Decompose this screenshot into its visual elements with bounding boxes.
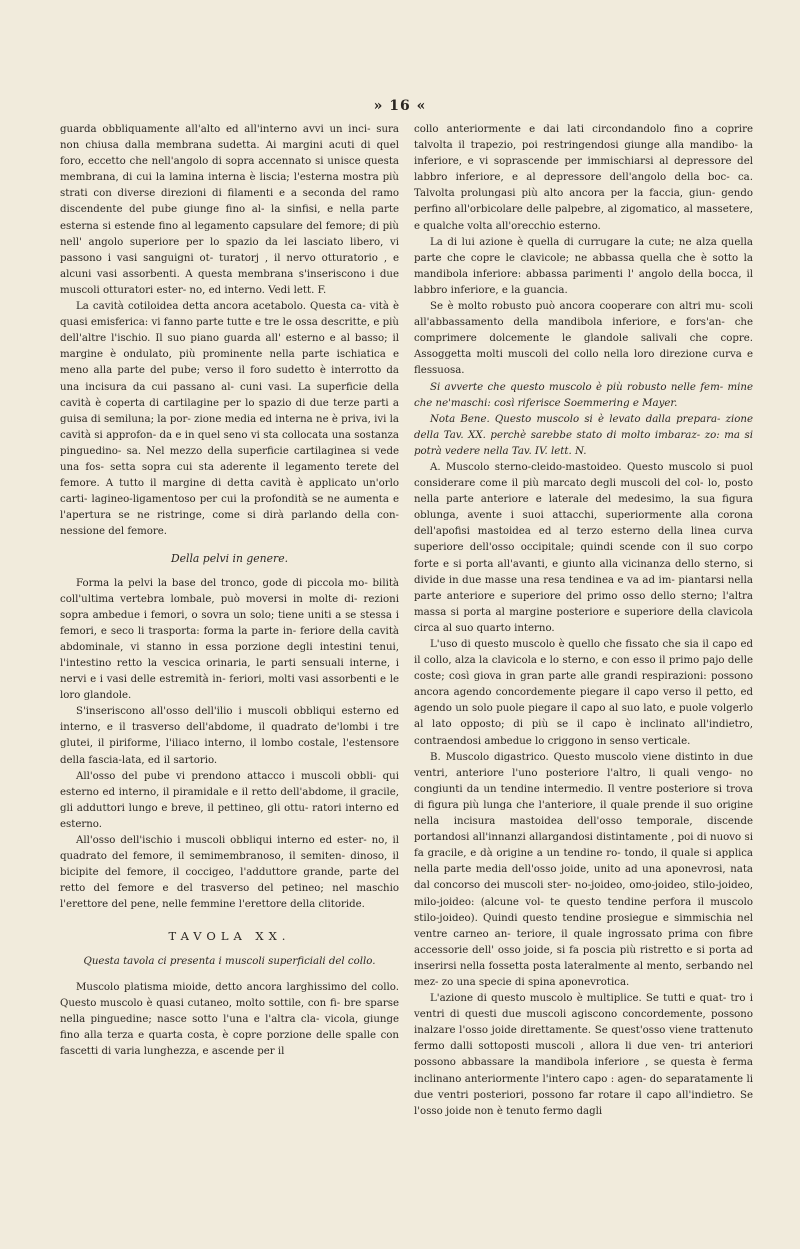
right-column bbox=[414, 122, 753, 1120]
paragraph: B. Muscolo digastrico. Questo muscolo viene distinto in due ventri, anteriore l'uno posteriore l'altro, li quali vengo- no congiunti da un tendine intermedio. Il ventre posteriore si trova di figura più lunga che l'anteriore, il quale prende il suo origine nella incisura mastoidea dell'osso temporale, discende portandosi all'innanzi allargandosi distintamente , poi di nuovo si fa gracile, e dà origine a un tendine ro- tondo, il quale si applica nella parte media dell'osso joide, unito ad una aponevrosi, nata dal concorso dei muscoli ster- no-joideo, omo-joideo, stilo-joideo, milo-joideo: (alcune vol- te questo tendine perfora il muscolo stilo-joideo). Quindi questo tendine prosiegue e simmischia nel ventre carneo an- teriore, il quale ingrossato prima con fibre accessorie dell' osso joide, si fa poscia più ristretto e si porta ad inserirsi nella fossetta posta lateralmente al mento, serbando nel mez- zo una specie di spina aponevrotica. bbox=[414, 751, 753, 988]
paragraph: L'uso di questo muscolo è quello che fissato che sia il capo ed il collo, alza la clavicola e lo sterno, e con esso il primo pajo delle coste; così giova in gran parte alle grandi respirazioni: possono ancora agendo concordemente piegare il capo verso il petto, ed agendo un solo puole piegare il capo al suo lato, e puole volgerlo al lato opposto; di più se il capo è inclinato all'indietro, contraendosi ambedue lo criggono in senso verticale. bbox=[414, 639, 753, 747]
plate-subtitle: Questa tavola ci presenta i muscoli superficiali del collo. bbox=[83, 955, 376, 967]
paragraph: Nota Bene. Questo muscolo si è levato dalla prepara- zione della Tav. XX. perchè sarebbe stato di molto imbaraz- zo: ma si potrà vedere nella Tav. IV. lett. N. bbox=[414, 413, 753, 457]
paragraph: guarda obbliquamente all'alto ed all'interno avvi un inci- sura non chiusa dalla membrana sudetta. Ai margini acuti di quel foro, eccetto che nell'angolo di sopra accennato si unisce questa membrana, di cui la lamina interna è liscia; l'esterna mostra più strati con diverse direzioni di filamenti e a seconda del ramo discendente del pube giunge fino al- la sinfisi, e nella parte esterna si estende fino al legamento capsulare del femore; di più nell' angolo superiore per lo spazio da lei lasciato libero, vi passono i vasi sanguigni ot- turatorj , il nervo otturatorio , e alcuni vasi assorbenti. A questa membrana s'inseriscono i due muscoli otturatori ester- no, ed interno. Vedi lett. F. bbox=[60, 124, 399, 296]
paragraph: All'osso del pube vi prendono attacco i muscoli obbli- qui esterno ed interno, il piramidale e il retto dell'abdome, il gracile, gli adduttori lungo e breve, il pettineo, gli ottu- ratori interno ed esterno. bbox=[60, 770, 399, 830]
paragraph: All'osso dell'ischio i muscoli obbliqui interno ed ester- no, il quadrato del femore, il semimembranoso, il semiten- dinoso, il bicipite del femore, il coccigeo, l'adduttore grande, parte del retto del femore e del trasverso del petineo; nel maschio l'erettore del pene, nelle femmine l'erettore della clitoride. bbox=[60, 835, 399, 911]
paragraph: Se è molto robusto può ancora cooperare con altri mu- scoli all'abbassamento della mandibola inferiore, e fors'an- che comprimere dolcemente le glandole salivali che copre. Assoggetta molti muscoli del collo nella loro direzione curva e flessuosa. bbox=[414, 301, 753, 377]
paragraph: Muscolo platisma mioide, detto ancora larghissimo del collo. Questo muscolo è quasi cutaneo, molto sottile, con fi- bre sparse nella pinguedine; nasce sotto l'una e l'altra cla- vicola, giunge fino alla terza e quarta costa, è copre porzione delle spalle con fascetti di varia lunghezza, e ascende per il bbox=[60, 981, 399, 1058]
paragraph: A. Muscolo sterno-cleido-mastoideo. Questo muscolo si puol considerare come il più marcato degli muscoli del col- lo, posto nella parte anteriore e laterale del medesimo, la sua figura oblunga, avente i suoi attacchi, superiormente alla corona dell'apofisi mastoidea ed al terzo esterno della linea curva superiore dell'osso occipitale; quindi scende con il suo corpo forte e si porta all'avanti, e giunto alla vicinanza dello sterno, si divide in due masse una resa tendinea e va ad im- piantarsi nella parte anteriore e superiore del primo osso dello sterno; l'altra massa si porta al margine posteriore e superiore della clavicola circa al suo quarto interno. bbox=[414, 461, 753, 634]
paragraph: collo anteriormente e dai lati circondandolo fino a coprire talvolta il trapezio, poi restringendosi giunge alla mandibo- la inferiore, e vi soprascende per immischiarsi al depressore del labbro inferiore, e al depressore dell'angolo della boc- ca. Talvolta prolungasi più alto ancora per la faccia, giun- gendo perfino all'orbicolare delle palpebre, al zigomatico, al massetere, e qualche volta all'orecchio esterno. bbox=[414, 124, 753, 232]
paragraph: L'azione di questo muscolo è multiplice. Se tutti e quat- tro i ventri di questi due muscoli agiscono concordemente, possono inalzare l'osso joide direttamente. Se quest'osso viene trattenuto fermo dalli sottoposti muscoli , allora li due ven- tri anteriori possono abbassare la mandibola inferiore , se questa è ferma inclinano anteriormente l'intero capo : agen- do separatamente li due ventri posteriori, possono far rotare il capo all'indietro. Se l'osso joide non è tenuto fermo dagli bbox=[414, 993, 753, 1117]
paragraph: Si avverte che questo muscolo è più robusto nelle fem- mine che ne'maschi: così riferisce Soemmering e Mayer. bbox=[414, 381, 753, 409]
plate-title: TAVOLA XX. bbox=[168, 928, 291, 943]
section-heading: Della pelvi in genere. bbox=[170, 552, 289, 566]
paragraph: La cavità cotiloidea detta ancora acetabolo. Questa ca- vità è quasi emisferica: vi fanno parte tutte e tre le ossa descritte, e più dell'altre l'ischio. Il suo piano guarda all' esterno e al basso; il margine è ondulato, più prominente nella parte ischiatica e meno alla parte del pube; verso il foro sudetto è interrotto da una incisura da cui passano al- cuni vasi. La superficie della cavità è coperta di cartilagine per lo spazio di due terze parti a guisa di semiluna; la por- zione media ed interna ne è priva, ivi la cavità si approfon- da e in quel seno vi sta collocata una sostanza pinguedino- sa. Nel mezzo della superficie cartilaginea si vede una fos- setta sopra cui sta aderente il legamento terete del femore. A tutto il margine di detta cavità è applicato un'orlo carti- lagineo-ligamentoso per cui la profondità se ne aumenta e l'apertura se ne ristringe, come si dirà parlando della con- nessione del femore. bbox=[60, 301, 399, 538]
paragraph: S'inseriscono all'osso dell'ilio i muscoli obbliqui esterno ed interno, e il trasverso dell'abdome, il quadrato de'lombi i tre glutei, il piriforme, l'iliaco interno, il lombo costale, l'estensore della fascia-lata, ed il sartorio. bbox=[60, 706, 399, 766]
left-column bbox=[60, 122, 399, 1060]
paragraph: La di lui azione è quella di currugare la cute; ne alza quella parte che copre le clavicole; ne abbassa quella che è sotto la mandibola inferiore: abbassa parimenti l' angolo della bocca, il labbro inferiore, e la guancia. bbox=[414, 236, 753, 296]
paragraph: Forma la pelvi la base del tronco, gode di piccola mo- bilità coll'ultima vertebra lombale, può moversi in molte di- rezioni sopra ambedue i femori, o sovra un solo; tiene uniti a se stessa i femori, e seco li trasporta: forma la parte in- feriore della cavità abdominale, vi stanno in essa porzione degli intestini tenui, l'intestino retto la vescica orinaria, le parti sensuali interne, i nervi e i vasi delle estremità in- feriori, molti vasi assorbenti e le loro glandole. bbox=[60, 577, 399, 702]
page-number: » 16 « bbox=[373, 98, 427, 114]
